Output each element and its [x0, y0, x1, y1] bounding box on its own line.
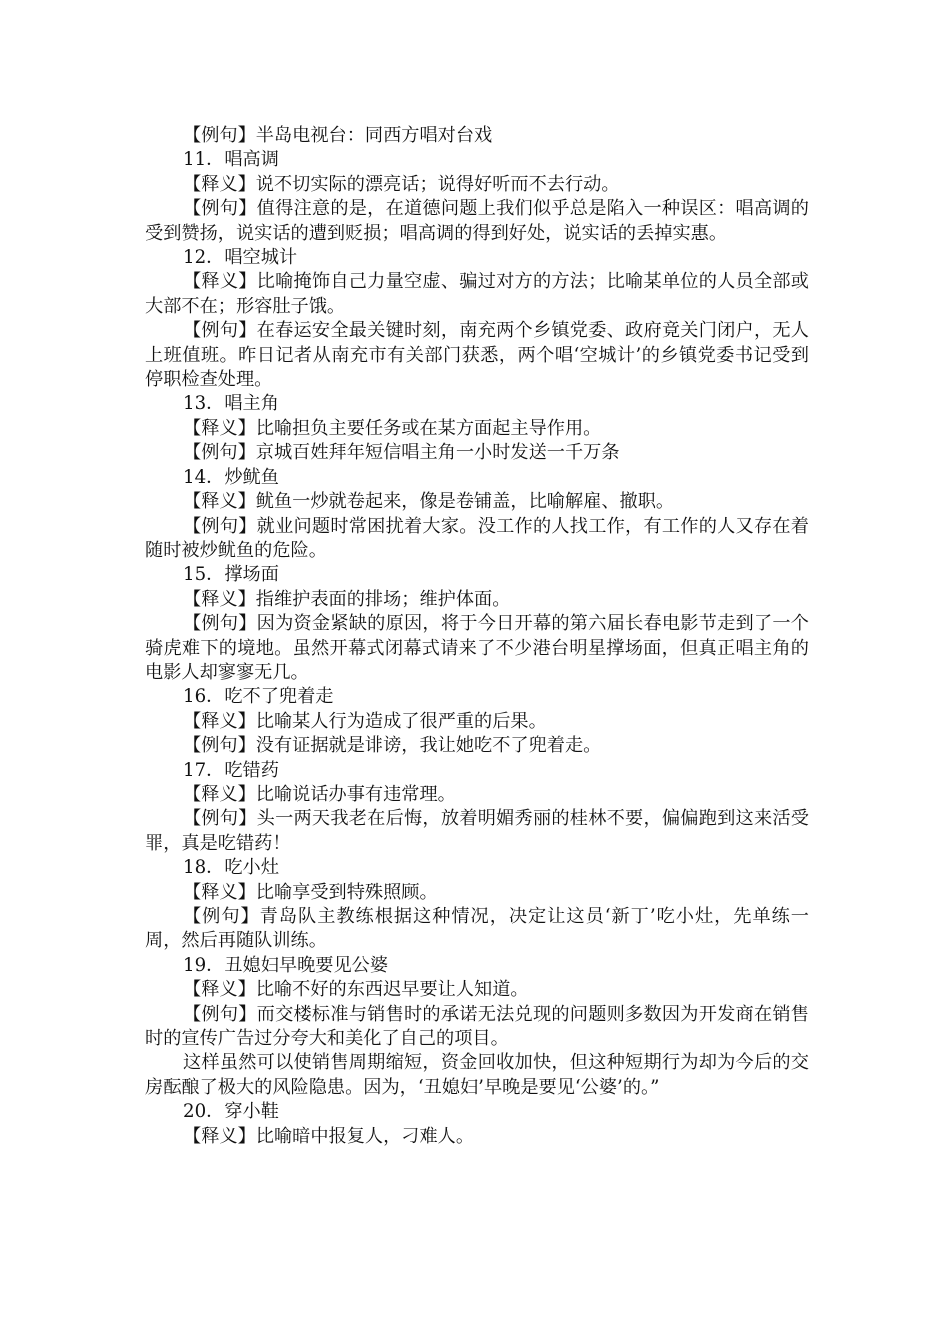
body-paragraph: 这样虽然可以使销售周期缩短，资金回收加快，但这种短期行为却为今后的交房酝酿了极大的风险隐患。因为，‘丑媳妇’早晚是要见‘公婆’的。” [145, 1052, 809, 1098]
example-sentence: 【例句】在春运安全最关键时刻，南充两个乡镇党委、政府竟关门闭户，无人上班值班。昨日记者从南充市有关部门获悉，两个唱‘空城计’的乡镇党委书记受到停职检查处理。 [145, 320, 809, 391]
definition: 【释义】比喻担负主要任务或在某方面起主导作用。 [183, 417, 602, 439]
definition: 【释义】比喻享受到特殊照顾。 [183, 881, 438, 903]
definition: 【释义】说不切实际的漂亮话；说得好听而不去行动。 [183, 173, 620, 195]
example-sentence: 【例句】而交楼标准与销售时的承诺无法兑现的问题则多数因为开发商在销售时的宣传广告过分夸大和美化了自己的项目。 [145, 1003, 809, 1050]
example-sentence: 【例句】头一两天我老在后悔，放着明媚秀丽的桂林不要，偏偏跑到这来活受罪，真是吃错药！ [145, 808, 809, 854]
entry-heading: 14．炒鱿鱼 [183, 466, 279, 488]
entry-heading: 12．唱空城计 [183, 247, 298, 269]
definition: 【释义】比喻说话办事有违常理。 [183, 783, 456, 805]
entry-heading: 18．吃小灶 [183, 857, 279, 879]
definition: 【释义】比喻某人行为造成了很严重的后果。 [183, 710, 547, 732]
entry-heading: 17．吃错药 [183, 759, 279, 781]
example-sentence: 【例句】因为资金紧缺的原因，将于今日开幕的第六届长春电影节走到了一个骑虎难下的境地。虽然开幕式闭幕式请来了不少港台明星撑场面，但真正唱主角的电影人却寥寥无几。 [145, 613, 809, 683]
entry-heading: 19．丑媳妇早晚要见公婆 [183, 954, 389, 976]
entry-heading: 16．吃不了兜着走 [183, 686, 334, 708]
definition: 【释义】比喻掩饰自己力量空虚、骗过对方的方法；比喻某单位的人员全部或大部不在；形容肚子饿。 [145, 271, 809, 317]
example-sentence: 【例句】值得注意的是，在道德问题上我们似乎总是陷入一种误区：唱高调的受到赞扬，说实话的遭到贬损；唱高调的得到好处，说实话的丢掉实惠。 [145, 198, 809, 244]
definition: 【释义】比喻不好的东西迟早要让人知道。 [183, 979, 529, 1001]
definition: 【释义】鱿鱼一炒就卷起来，像是卷铺盖，比喻解雇、撤职。 [183, 491, 675, 513]
entry-heading: 11．唱高调 [183, 149, 279, 171]
example-sentence: 【例句】没有证据就是诽谤，我让她吃不了兜着走。 [183, 735, 602, 757]
entry-heading: 15．撑场面 [183, 564, 279, 586]
example-sentence: 【例句】半岛电视台：同西方唱对台戏 [183, 125, 493, 146]
example-sentence: 【例句】青岛队主教练根据这种情况，决定让这员‘新丁’吃小灶，先单练一周，然后再随队训练。 [145, 906, 809, 952]
example-sentence: 【例句】京城百姓拜年短信唱主角一小时发送一千万条 [183, 442, 620, 464]
definition: 【释义】指维护表面的排场；维护体面。 [183, 588, 511, 610]
definition: 【释义】比喻暗中报复人，刁难人。 [183, 1125, 475, 1147]
entry-heading: 13．唱主角 [183, 393, 279, 415]
document-body [145, 124, 809, 1149]
example-sentence: 【例句】就业问题时常困扰着大家。没工作的人找工作，有工作的人又存在着随时被炒鱿鱼的危险。 [145, 515, 809, 561]
entry-heading: 20．穿小鞋 [183, 1101, 279, 1123]
